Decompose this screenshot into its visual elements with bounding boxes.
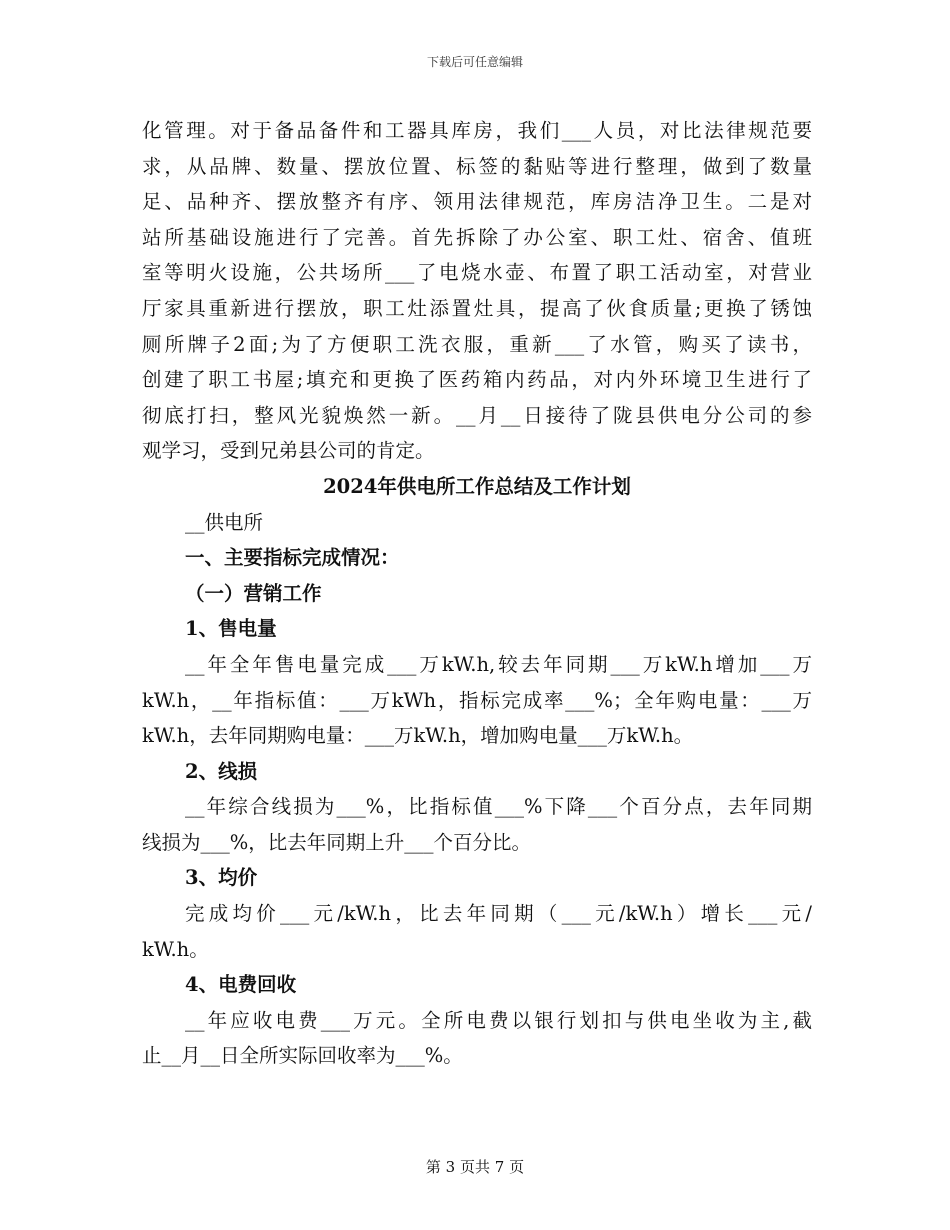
paragraph-line: 厅家具重新进行摆放，职工灶添置灶具，提高了伙食质量;更换了锈蚀 [142, 296, 812, 320]
page-header: 下载后可任意编辑 [426, 55, 523, 69]
paragraph-line: __年综合线损为___%，比指标值___%下降___个百分点，去年同期 [185, 795, 812, 819]
document-body [142, 113, 812, 1074]
paragraph-line: 厕所牌子2面;为了方便职工洗衣服，重新___了水管，购买了读书， [142, 332, 812, 356]
paragraph-line: 线损为___%，比去年同期上升___个百分比。 [142, 830, 532, 854]
page-footer: 第 3 页共 7 页 [425, 1158, 525, 1176]
paragraph-line: 止__月__日全所实际回收率为___%。 [142, 1044, 463, 1068]
paragraph-line: 化管理。对于备品备件和工器具库房，我们___人员，对比法律规范要 [142, 119, 812, 142]
paragraph-line: 室等明火设施，公共场所___了电烧水壶、布置了职工活动室，对营业 [142, 261, 812, 285]
paragraph-line: kW.h，__年指标值：___万kWh，指标完成率___%；全年购电量：___万 [142, 688, 812, 712]
paragraph-line: 站所基础设施进行了完善。首先拆除了办公室、职工灶、宿舍、值班 [142, 225, 812, 249]
document-title: 2024年供电所工作总结及工作计划 [323, 474, 631, 498]
item-heading-line-loss: 2、线损 [185, 759, 258, 783]
paragraph-line: kW.h。 [142, 937, 209, 961]
paragraph-line: 创建了职工书屋;填充和更换了医药箱内药品，对内外环境卫生进行了 [142, 368, 812, 392]
item-heading-sales: 1、售电量 [185, 617, 277, 641]
organization-name: __供电所 [185, 510, 264, 534]
paragraph-line: __年应收电费___万元。全所电费以银行划扣与供电坐收为主,截 [185, 1008, 812, 1032]
item-heading-avg-price: 3、均价 [185, 866, 258, 890]
paragraph-line: 完成均价___元/kW.h，比去年同期（___元/kW.h）增长___元/ [185, 902, 812, 926]
paragraph-line: __年全年售电量完成___万kW.h,较去年同期___万kW.h增加___万 [185, 652, 812, 676]
paragraph-line: kW.h，去年同期购电量：___万kW.h，增加购电量___万kW.h。 [142, 724, 694, 748]
paragraph-line: 观学习，受到兄弟县公司的肯定。 [142, 439, 435, 463]
item-heading-fee-recovery: 4、电费回收 [185, 973, 297, 997]
section-heading: 一、主要指标完成情况： [185, 546, 400, 570]
subsection-heading: （一）营销工作 [185, 581, 322, 605]
paragraph-line: 彻底打扫，整风光貌焕然一新。__月__日接待了陇县供电分公司的参 [142, 403, 812, 427]
paragraph-line: 足、品种齐、摆放整齐有序、领用法律规范，库房洁净卫生。二是对 [142, 190, 812, 214]
paragraph-line: 求，从品牌、数量、摆放位置、标签的黏贴等进行整理，做到了数量 [142, 154, 812, 178]
